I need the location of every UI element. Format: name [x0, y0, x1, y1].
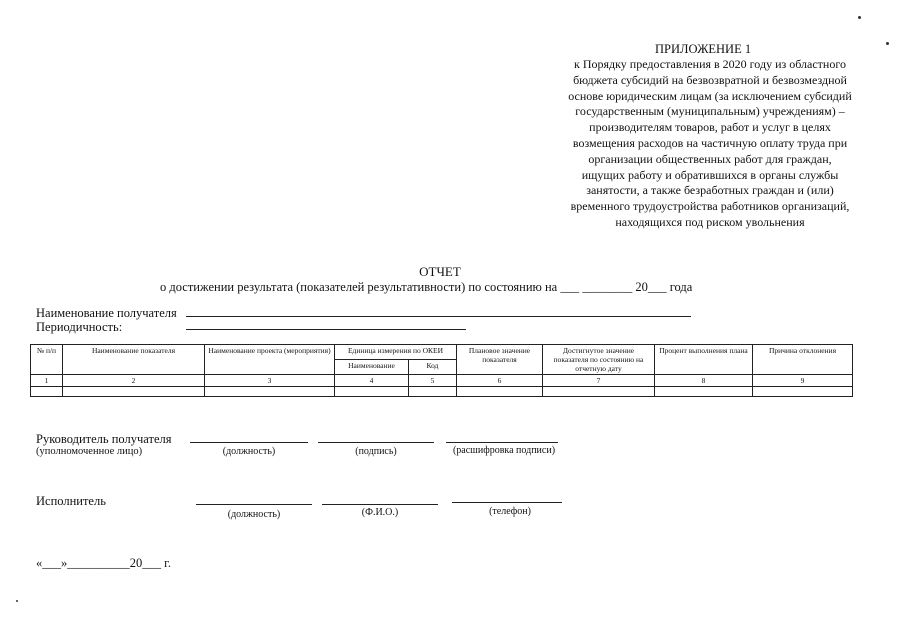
appendix-line: находящихся под риском увольнения	[615, 214, 805, 229]
executor-name-field[interactable]	[322, 504, 438, 505]
table-cell[interactable]	[335, 387, 409, 397]
report-subtitle: о достижении результата (показателей результативности) по состоянию на ___ ________ 20___ года	[160, 280, 693, 294]
column-number-row	[31, 375, 853, 387]
executor-position-field[interactable]	[196, 504, 312, 505]
executor-label: Исполнитель	[36, 494, 106, 508]
column-number: 2	[63, 375, 205, 387]
table-header-row	[31, 345, 853, 360]
appendix-line: ищущих работу и обратившихся в органы службы	[581, 167, 839, 182]
head-sublabel: (уполномоченное лицо)	[36, 446, 143, 457]
recipient-field[interactable]	[186, 316, 691, 317]
column-number: 5	[409, 375, 457, 387]
header-percent: Процент выполнения плана	[655, 345, 753, 375]
appendix-text	[545, 57, 875, 231]
column-number: 8	[655, 375, 753, 387]
executor-name-caption: (Ф.И.О.)	[361, 507, 399, 518]
column-number: 4	[335, 375, 409, 387]
column-number: 3	[205, 375, 335, 387]
table-cell[interactable]	[543, 387, 655, 397]
head-label: Руководитель получателя	[36, 432, 172, 446]
header-unit-code: Код	[409, 360, 457, 375]
column-number: 6	[457, 375, 543, 387]
recipient-label: Наименование получателя	[36, 306, 177, 320]
header-unit-group: Единица измерения по ОКЕИ	[335, 345, 457, 360]
scan-speck	[886, 42, 889, 45]
column-number: 1	[31, 375, 63, 387]
table-cell[interactable]	[753, 387, 853, 397]
appendix-line: производителям товаров, работ и услуг в целях	[589, 120, 831, 135]
header-num: № п/п	[31, 345, 63, 375]
header-indicator: Наименование показателя	[63, 345, 205, 375]
header-reason: Причина отклонения	[753, 345, 853, 375]
appendix-line: основе юридическим лицам (за исключением субсидий	[568, 88, 852, 103]
appendix-line: организации общественных работ для граждан,	[588, 151, 832, 166]
report-title: ОТЧЕТ	[419, 264, 461, 279]
appendix-title: ПРИЛОЖЕНИЕ 1	[655, 42, 752, 56]
executor-phone-caption: (телефон)	[489, 506, 531, 517]
executor-position-caption: (должность)	[227, 509, 281, 520]
table-row	[31, 387, 853, 397]
scan-speck	[16, 600, 18, 602]
table-cell[interactable]	[31, 387, 63, 397]
column-number: 7	[543, 375, 655, 387]
head-name-caption: (расшифровка подписи)	[452, 445, 556, 456]
table-cell[interactable]	[409, 387, 457, 397]
header-planned: Плановое значение показателя	[457, 345, 543, 375]
header-achieved: Достигнутое значение показателя по состоянию на отчетную дату	[543, 345, 655, 375]
head-signature-caption: (подпись)	[355, 446, 397, 457]
table-cell[interactable]	[63, 387, 205, 397]
scan-speck	[858, 16, 861, 19]
head-name-field[interactable]	[446, 442, 558, 443]
appendix-line: занятости, а также безработных граждан и (или)	[586, 183, 834, 198]
appendix-line: к Порядку предоставления в 2020 году из областного	[574, 57, 846, 71]
table-cell[interactable]	[655, 387, 753, 397]
appendix-line: бюджета субсидий на безвозвратной и безвозмездной	[573, 72, 847, 87]
header-project: Наименование проекта (мероприятия)	[205, 345, 335, 375]
table-cell[interactable]	[457, 387, 543, 397]
executor-phone-field[interactable]	[452, 502, 562, 503]
appendix-line: возмещения расходов на частичную оплату труда при	[572, 135, 848, 150]
appendix-line: временного трудоустройства работников организаций,	[570, 199, 850, 214]
date-line: «___»__________20___ г.	[36, 556, 171, 570]
header-unit-name: Наименование	[335, 360, 409, 375]
appendix-line: государственным (муниципальным) учреждениям) –	[575, 104, 845, 119]
periodicity-label: Периодичность:	[36, 320, 123, 334]
column-number: 9	[753, 375, 853, 387]
head-position-caption: (должность)	[222, 446, 276, 457]
table-cell[interactable]	[205, 387, 335, 397]
head-signature-field[interactable]	[318, 442, 434, 443]
report-table	[30, 344, 853, 397]
periodicity-field[interactable]	[186, 329, 466, 330]
head-position-field[interactable]	[190, 442, 308, 443]
